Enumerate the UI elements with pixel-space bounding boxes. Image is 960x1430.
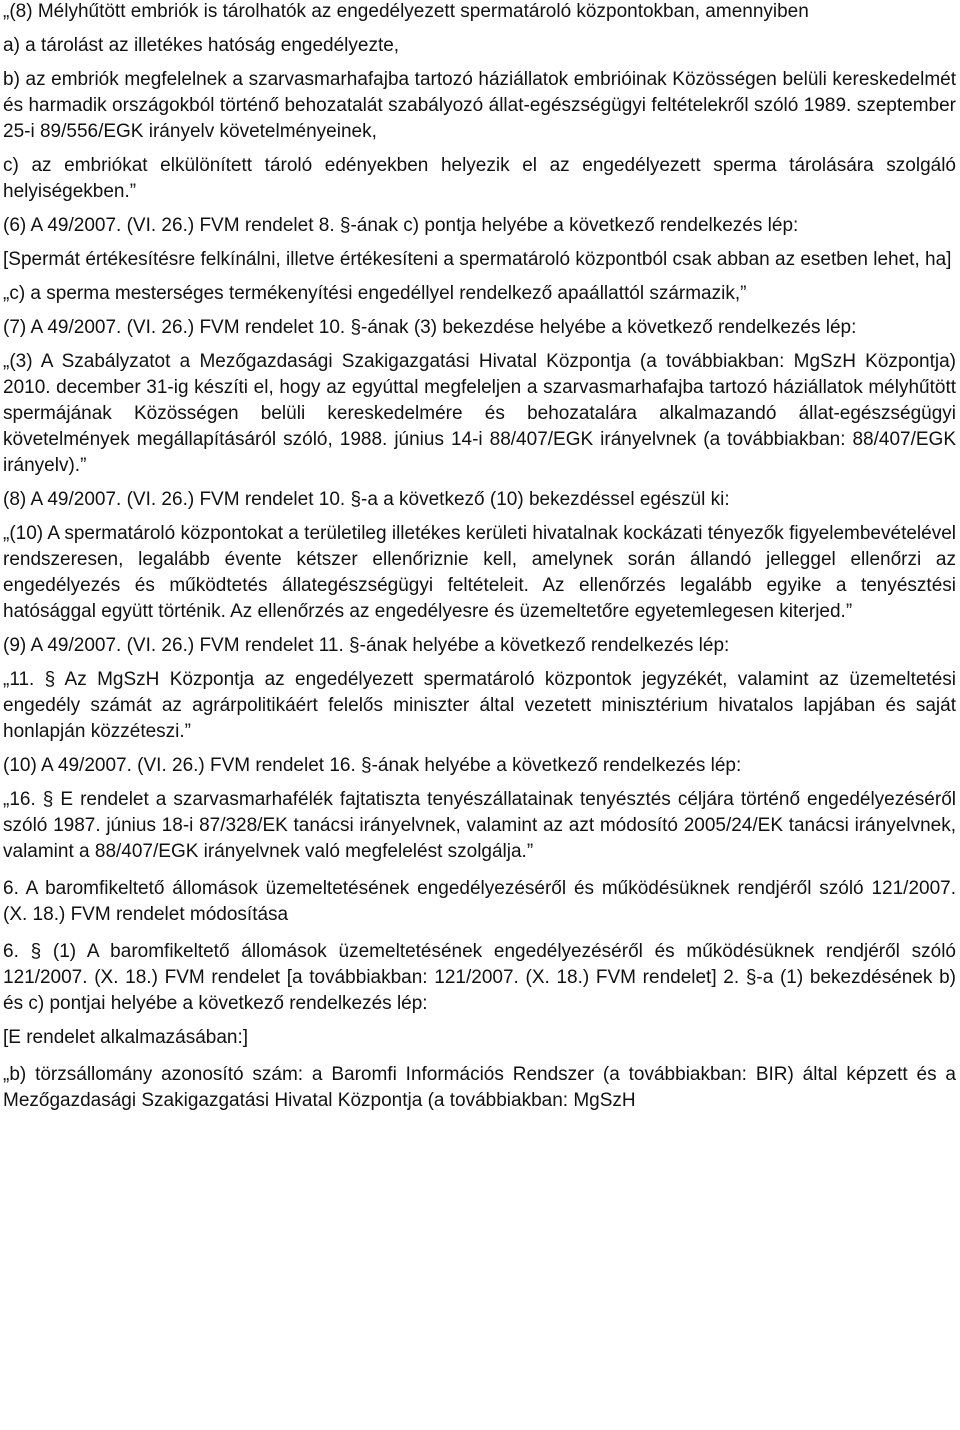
paragraph-11: „(10) A spermatároló központokat a területileg illetékes kerületi hivatalnak kockázati tényezők figyelembevételével rendszeresen, legalább évente kétszer ellenőriznie kell, amelynek során állandó jelleggel ellenőrzi az engedélyezés és működtetés állategészségügyi feltételeit. Az ellenőrzés legalább egyike a tenyésztési hatósággal együtt történik. Az ellenőrzés az engedélyesre és üzemeltetőre egyetemlegesen kiterjed.” [3,523,956,622]
paragraph-18: [E rendelet alkalmazásában:] [3,1027,249,1048]
paragraph-9: „(3) A Szabályzatot a Mezőgazdasági Szakigazgatási Hivatal Központja (a továbbiakban: MgSzH Központja) 2010. december 31-ig készíti el, hogy az egyúttal megfeleljen a szarvasmarhafajba tartozó háziállatok mélyhűtött spermájának Közösségen belüli kereskedelmére és behozatalára alkalmazandó állat-egészségügyi követelmények megállapításáról szóló, 1988. június 14-i 88/407/EGK irányelvnek (a továbbiakban: 88/407/EGK irányelv).” [3,351,956,476]
paragraph-7: „c) a sperma mesterséges termékenyítési engedéllyel rendelkező apaállattól származik,” [3,283,747,304]
paragraph-5: (6) A 49/2007. (VI. 26.) FVM rendelet 8. §-ának c) pontja helyébe a következő rendelkezés lép: [3,215,799,236]
paragraph-10: (8) A 49/2007. (VI. 26.) FVM rendelet 10. §-a a következő (10) bekezdéssel egészül ki: [3,489,730,510]
paragraph-1: „(8) Mélyhűtött embriók is tárolhatók az engedélyezett spermatároló központokban, amennyiben [3,1,809,22]
paragraph-15: „16. § E rendelet a szarvasmarhafélék fajtatiszta tenyészállatainak tenyésztés céljára történő engedélyezéséről szóló 1987. június 18-i 87/328/EK tanácsi irányelvnek, valamint az azt módosító 2005/24/EK tanácsi irányelvnek, valamint a 88/407/EGK irányelvnek való megfelelést szolgálja.” [3,789,956,862]
paragraph-3: b) az embriók megfelelnek a szarvasmarhafajba tartozó háziállatok embrióinak Közösségen belüli kereskedelmét és harmadik országokból történő behozatalát szabályozó állat-egészségügyi feltételekről szóló 1989. szeptember 25-i 89/556/EGK irányelv követelményeinek, [3,69,956,142]
paragraph-13: „11. § Az MgSzH Központja az engedélyezett spermatároló központok jegyzékét, valamint az üzemeltetési engedély számát az agrárpolitikáért felelős miniszter által vezetett minisztérium hivatalos lapjában és saját honlapján közzéteszi.” [3,669,956,742]
paragraph-17: 6. § (1) A baromfikeltető állomások üzemeltetésének engedélyezéséről és működésüknek rendjéről szóló 121/2007. (X. 18.) FVM rendelet [a továbbiakban: 121/2007. (X. 18.) FVM rendelet] 2. §-a (1) bekezdésének b) és c) pontjai helyébe a következő rendelkezés lép: [3,941,956,1014]
paragraph-2: a) a tárolást az illetékes hatóság engedélyezte, [3,35,400,56]
paragraph-14: (10) A 49/2007. (VI. 26.) FVM rendelet 16. §-ának helyébe a következő rendelkezés lép: [3,755,742,776]
paragraph-12: (9) A 49/2007. (VI. 26.) FVM rendelet 11. §-ának helyébe a következő rendelkezés lép: [3,635,730,656]
section-heading-6: 6. A baromfikeltető állomások üzemeltetésének engedélyezéséről és működésüknek rendjéről szóló 121/2007. (X. 18.) FVM rendelet módosítása [3,878,956,925]
paragraph-4: c) az embriókat elkülönített tároló edényekben helyezik el az engedélyezett sperma tárolására szolgáló helyiségekben.” [3,155,956,202]
paragraph-19: „b) törzsállomány azonosító szám: a Baromfi Információs Rendszer (a továbbiakban: BIR) által képzett és a Mezőgazdasági Szakigazgatási Hivatal Központja (a továbbiakban: MgSzH [3,1064,956,1111]
paragraph-6: [Spermát értékesítésre felkínálni, illetve értékesíteni a spermatároló központból csak abban az esetben lehet, ha] [3,249,952,270]
paragraph-8: (7) A 49/2007. (VI. 26.) FVM rendelet 10. §-ának (3) bekezdése helyébe a következő rendelkezés lép: [3,317,857,338]
